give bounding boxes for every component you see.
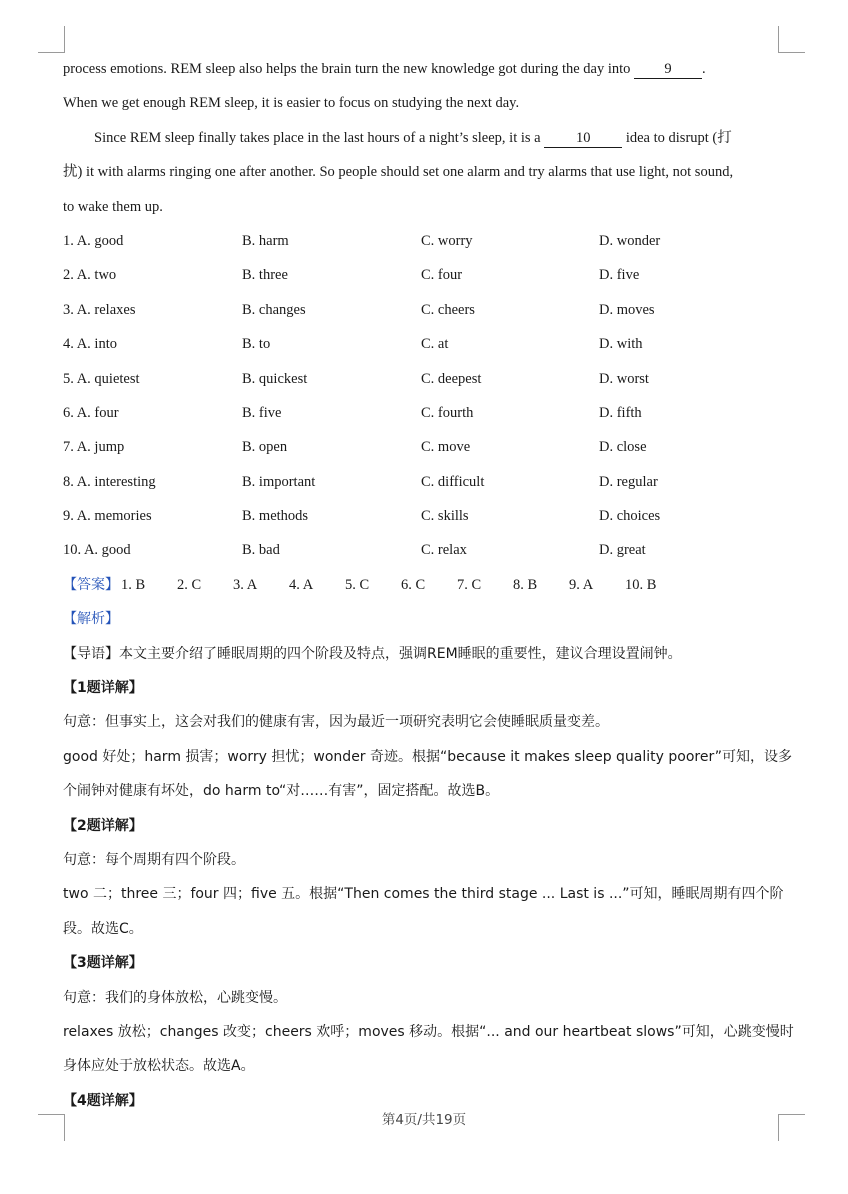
option-b: B. changes: [242, 301, 306, 318]
passage-text: Since REM sleep finally takes place in the last hours of a night’s sleep, it is a: [94, 129, 541, 146]
q2-title: 【2题详解】: [63, 817, 143, 834]
option-c: C. worry: [421, 232, 473, 249]
answer-item: 4. A: [289, 576, 314, 593]
answer-item: 1. B: [121, 576, 146, 593]
option-b: B. to: [242, 336, 271, 353]
option-row: [63, 327, 778, 361]
option-d: D. wonder: [599, 232, 661, 249]
passage-period: .: [702, 61, 706, 77]
option-b: B. open: [242, 439, 288, 456]
option-d: D. five: [599, 267, 640, 284]
option-c: C. cheers: [421, 301, 475, 318]
passage-line-2: When we get enough REM sleep, it is easier to focus on studying the next day.: [63, 95, 520, 112]
q1-explanation-line-2: 个闹钟对健康有坏处，do harm to“对……有害”，固定搭配。故选B。: [63, 783, 500, 800]
option-a: 7. A. jump: [63, 439, 125, 456]
option-b: B. bad: [242, 542, 280, 559]
option-d: D. great: [599, 542, 646, 559]
analysis-label: 【解析】: [63, 611, 119, 628]
option-row: [63, 224, 778, 258]
answer-item: 8. B: [513, 576, 538, 593]
q4-title: 【4题详解】: [63, 1092, 143, 1109]
option-row: [63, 533, 778, 567]
answer-item: 3. A: [233, 576, 258, 593]
q3-explanation-line-1: relaxes 放松；changes 改变；cheers 欢呼；moves 移动。根据“... and our heartbeat slows”可知，心跳变慢时: [63, 1023, 794, 1040]
answer-row: [63, 568, 778, 602]
answer-item: 7. C: [457, 576, 482, 593]
option-a: 8. A. interesting: [63, 473, 156, 490]
q1-meaning: 句意：但事实上，这会对我们的健康有害，因为最近一项研究表明它会使睡眠质量变差。: [63, 714, 609, 731]
passage-line-1: [63, 52, 778, 86]
options-list: [63, 224, 778, 568]
q2-meaning: 句意：每个周期有四个阶段。: [63, 851, 245, 868]
q1-explanation-line-1: good 好处；harm 损害；worry 担忧；wonder 奇迹。根据“because it makes sleep quality poorer”可知，设多: [63, 748, 793, 765]
option-row: [63, 465, 778, 499]
q2-explanation-line-1: two 二；three 三；four 四；five 五。根据“Then comes the third stage ... Last is ...”可知，睡眠周期有四个阶: [63, 886, 784, 903]
option-b: B. three: [242, 267, 288, 284]
option-c: C. deepest: [421, 370, 482, 387]
option-c: C. relax: [421, 542, 467, 559]
option-d: D. close: [599, 439, 647, 456]
option-c: C. at: [421, 336, 449, 353]
answer-item: 9. A: [569, 576, 594, 593]
option-row: [63, 258, 778, 292]
option-row: [63, 362, 778, 396]
option-a: 5. A. quietest: [63, 370, 140, 387]
option-row: [63, 499, 778, 533]
corner-mark-top-left: [38, 26, 65, 53]
corner-mark-top-right: [778, 26, 805, 53]
q3-title: 【3题详解】: [63, 955, 143, 972]
q3-explanation-line-2: 身体应处于放松状态。故选A。: [63, 1058, 255, 1075]
option-a: 2. A. two: [63, 267, 117, 284]
answer-label: 【答案】: [63, 576, 119, 593]
option-c: C. fourth: [421, 404, 474, 421]
blank-9: 9: [634, 60, 702, 79]
option-row: [63, 396, 778, 430]
option-c: C. four: [421, 267, 463, 284]
option-c: C. skills: [421, 508, 469, 525]
option-a: 3. A. relaxes: [63, 301, 136, 318]
passage-line-4: 扰) it with alarms ringing one after another. So people should set one alarm and try alarms that use light, not sound,: [63, 164, 734, 181]
answer-item: 5. C: [345, 576, 370, 593]
passage-line-5: to wake them up.: [63, 198, 163, 215]
q1-title: 【1题详解】: [63, 680, 143, 697]
page-content: [63, 52, 794, 1118]
option-b: B. quickest: [242, 370, 308, 387]
option-d: D. moves: [599, 301, 655, 318]
option-d: D. fifth: [599, 404, 642, 421]
option-d: D. worst: [599, 370, 649, 387]
option-row: [63, 430, 778, 464]
option-d: D. regular: [599, 473, 658, 490]
option-a: 10. A. good: [63, 542, 131, 559]
passage-text: idea to disrupt (打: [625, 129, 732, 146]
option-c: C. move: [421, 439, 471, 456]
option-c: C. difficult: [421, 473, 485, 490]
guide-text: 【导语】本文主要介绍了睡眠周期的四个阶段及特点，强调REM睡眠的重要性，建议合理设置闹钟。: [63, 645, 682, 662]
option-d: D. choices: [599, 508, 661, 525]
option-a: 6. A. four: [63, 404, 119, 421]
option-row: [63, 293, 778, 327]
q2-explanation-line-2: 段。故选C。: [63, 920, 143, 937]
option-b: B. five: [242, 404, 282, 421]
page-footer: 第4页/共19页: [381, 1112, 467, 1128]
option-b: B. important: [242, 473, 316, 490]
answer-item: 10. B: [625, 576, 657, 593]
option-a: 4. A. into: [63, 336, 117, 353]
option-a: 9. A. memories: [63, 508, 152, 525]
passage-line-3: [63, 121, 778, 155]
answer-item: 6. C: [401, 576, 426, 593]
option-b: B. methods: [242, 508, 309, 525]
option-a: 1. A. good: [63, 232, 124, 249]
q3-meaning: 句意：我们的身体放松，心跳变慢。: [63, 989, 287, 1006]
answer-item: 2. C: [177, 576, 202, 593]
passage-text: process emotions. REM sleep also helps the brain turn the new knowledge got during the day into: [63, 61, 631, 77]
option-b: B. harm: [242, 232, 289, 249]
option-d: D. with: [599, 336, 643, 353]
blank-10: 10: [544, 129, 622, 148]
